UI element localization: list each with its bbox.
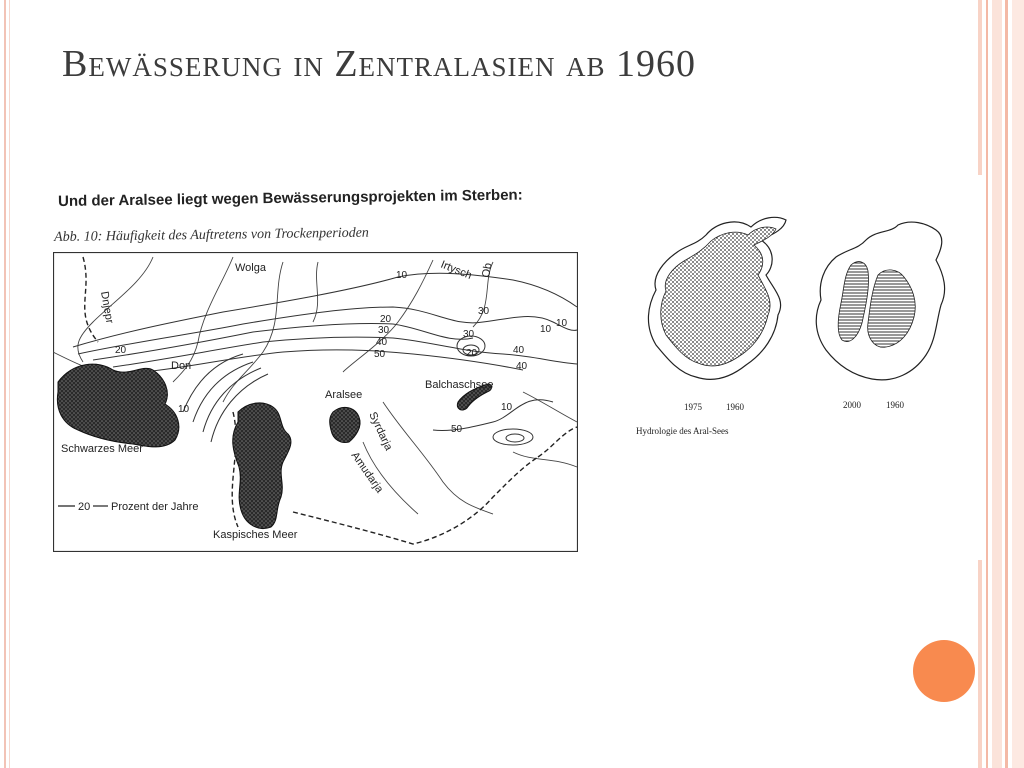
isoline-value: 10 [178,404,190,415]
aral-hydrology-figure [636,205,956,445]
label-amudarja: Amudarja [348,449,386,496]
year-label: 1960 [726,402,744,412]
isoline-value: 40 [376,337,388,348]
legend-text: Prozent der Jahre [111,501,199,513]
label-wolga: Wolga [235,262,266,274]
frame-line-right-1b [978,560,982,768]
isoline-value: 30 [478,306,490,317]
label-ob: Ob [480,261,495,279]
aral-graphic [636,205,956,445]
figure-caption: Abb. 10: Häufigkeit des Auftretens von Trockenperioden [54,225,369,245]
isoline-value: 20 [380,314,392,325]
frame-line-left [4,0,6,768]
isoline-value: 30 [463,329,475,340]
frame-line-right-2 [986,0,988,768]
frame-band-right-5 [1012,0,1024,768]
frame-band-right-3 [992,0,1002,768]
drought-frequency-map [53,252,578,552]
isoline-value: 10 [556,318,568,329]
isoline-value: 10 [540,324,552,335]
figure-heading: Und der Aralsee liegt wegen Bewässerungsprojekten im Sterben: [58,186,523,210]
isoline-value: 40 [516,361,528,372]
map-graphic [53,252,578,552]
label-aralsee: Aralsee [325,389,363,401]
isoline-value: 20 [115,345,127,356]
frame-line-right-1 [978,0,982,175]
map-legend [58,501,198,513]
isoline-value: 10 [501,402,513,413]
frame-line-right-4 [1005,0,1008,768]
isoline-value: 40 [513,345,525,356]
year-label: 1960 [886,400,904,410]
isoline-value: 30 [378,325,390,336]
aral-caption: Hydrologie des Aral-Sees [636,426,729,436]
year-label: 1975 [684,402,702,412]
year-label: 2000 [843,400,861,410]
isoline-value: 50 [451,424,463,435]
label-irtysch: Irtysch [438,258,474,282]
label-syrdarja: Syrdarja [366,410,395,453]
legend-value: 20 [78,501,91,513]
label-don: Don [171,360,192,372]
slide-title: Bewässerung in Zentralasien ab 1960 [62,43,697,85]
accent-dot [913,640,975,702]
isoline-value: 20 [466,348,478,359]
isoline-value: 50 [374,349,386,360]
label-dnjepr: Dnjepr [98,290,116,325]
frame-line-left-inner [9,0,10,768]
label-schwarzes-meer: Schwarzes Meer [61,443,143,455]
label-balchaschsee: Balchaschsee [425,379,494,391]
label-kaspisches-meer: Kaspisches Meer [213,529,298,541]
isoline-value: 10 [396,270,408,281]
